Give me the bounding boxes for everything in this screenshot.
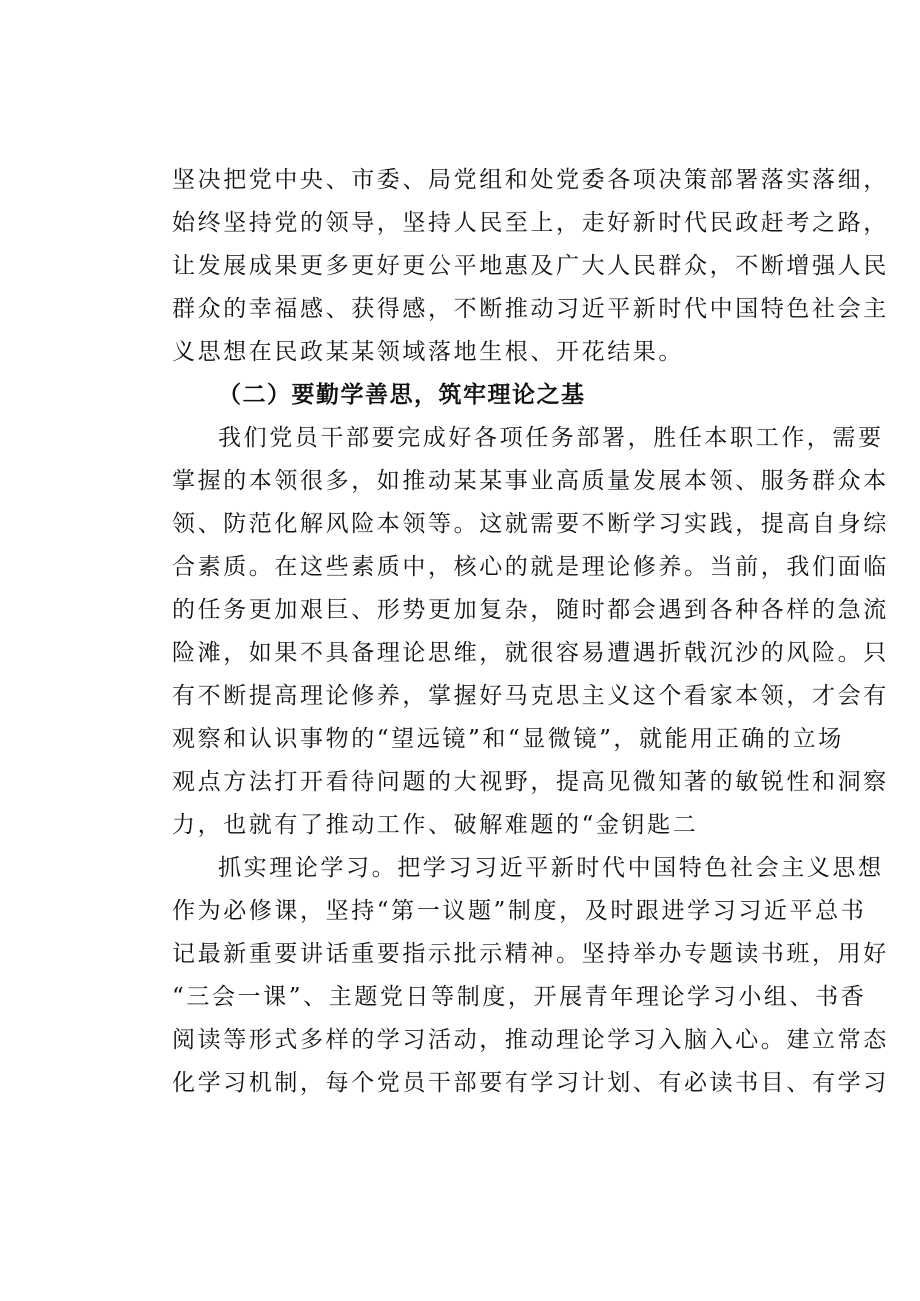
paragraph-3-line: 记最新重要讲话重要指示批示精神。坚持举办专题读书班，用好 [172,941,889,967]
paragraph-2-line: 掌握的本领很多，如推动某某事业高质量发展本领、服务群众本 [172,468,889,494]
paragraph-2-line: 险滩，如果不具备理论思维，就很容易遭遇折戟沉沙的风险。只 [172,640,889,666]
paragraph-2-line: 领、防范化解风险本领等。这就需要不断学习实践，提高自身综 [172,511,889,537]
paragraph-3-line: “三会一课”、主题党日等制度，开展青年理论学习小组、书香 [172,984,867,1010]
section-heading: （二）要勤学善思，筑牢理论之基 [218,381,586,408]
paragraph-1-line: 义思想在民政某某领域落地生根、开花结果。 [172,339,684,365]
paragraph-2-line: 合素质。在这些素质中，核心的就是理论修养。当前，我们面临 [172,554,889,580]
paragraph-2-line: 观察和认识事物的“望远镜”和“显微镜”，就能用正确的立场 [172,726,844,752]
paragraph-2-line: 我们党员干部要完成好各项任务部署，胜任本职工作，需要 [218,425,884,451]
paragraph-3-line: 作为必修课，坚持“第一议题”制度，及时跟进学习习近平总书 [172,898,867,924]
paragraph-3-line: 阅读等形式多样的学习活动，推动理论学习入脑入心。建立常态 [172,1027,889,1053]
paragraph-3-line: 化学习机制，每个党员干部要有学习计划、有必读书目、有学习 [172,1070,889,1096]
paragraph-2-line: 的任务更加艰巨、形势更加复杂，随时都会遇到各种各样的急流 [172,597,889,623]
paragraph-1-line: 群众的幸福感、获得感，不断推动习近平新时代中国特色社会主 [172,296,889,322]
paragraph-1-line: 坚决把党中央、市委、局党组和处党委各项决策部署落实落细， [172,167,889,193]
paragraph-1-line: 始终坚持党的领导，坚持人民至上，走好新时代民政赶考之路， [172,210,889,236]
paragraph-3-line: 抓实理论学习。把学习习近平新时代中国特色社会主义思想 [218,855,884,881]
paragraph-2-line: 观点方法打开看待问题的大视野，提高见微知著的敏锐性和洞察 [172,769,889,795]
paragraph-2-line: 有不断提高理论修养，掌握好马克思主义这个看家本领，才会有 [172,683,889,709]
paragraph-1-line: 让发展成果更多更好更公平地惠及广大人民群众，不断增强人民 [172,253,889,279]
paragraph-2-line: 力，也就有了推动工作、破解难题的“金钥匙二 [172,812,699,838]
